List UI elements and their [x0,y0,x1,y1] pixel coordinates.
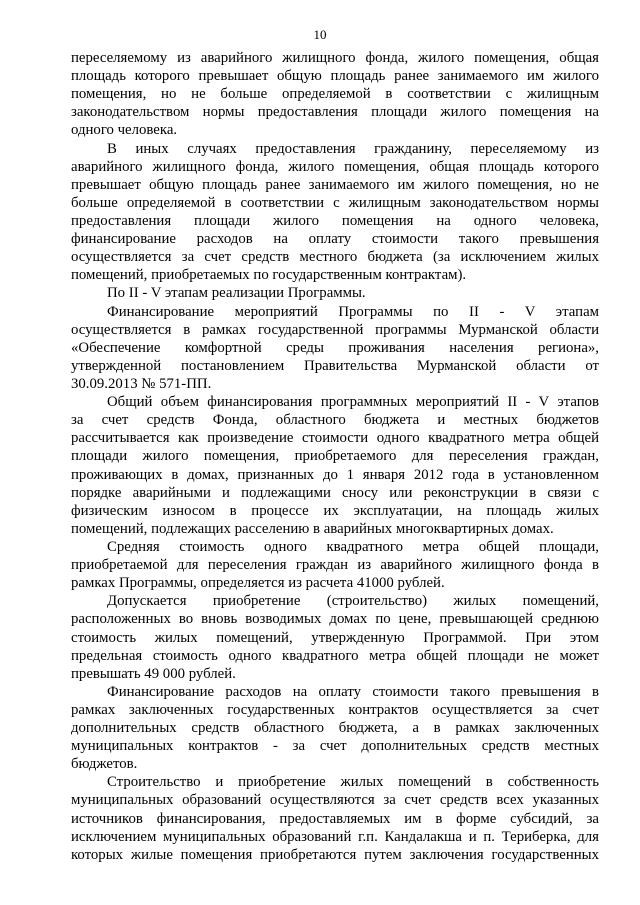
text-line: помещения, но не больше определяемой в соответствии с жилищным [71,86,599,103]
text-line: Допускается приобретение (строительство) жилых помещений, [107,593,599,610]
text-line: 30.09.2013 № 571-ПП. [71,375,212,392]
page-number: 10 [313,27,327,42]
text-line: По II - V этапам реализации Программы. [107,285,366,302]
text-line: исключением муниципальных образований г.п. Кандалакша и п. Териберка, для [71,828,599,845]
text-line: проживающих в домах, признанных до 1 января 2012 года в установленном [71,466,599,483]
text-line: рамках заключенных государственных контрактов осуществляется за счет [71,701,599,718]
text-line: предоставления площади жилого помещения на одного человека, [71,212,599,229]
text-line: осуществляется в рамках государственной программы Мурманской области [71,321,599,338]
text-line: приобретаемой для переселения граждан из аварийного жилищного фонда в [71,557,599,574]
text-line: Финансирование мероприятий Программы по II - V этапам [107,303,599,320]
text-line: финансирование расходов на оплату стоимости такого превышения [71,231,599,248]
text-line: В иных случаях предоставления гражданину, переселяемому из [107,140,599,157]
text-line: расположенных во вновь возводимых домах по цене, превышающей среднюю [71,611,599,628]
text-line: рамках Программы, определяется из расчета 41000 рублей. [71,575,445,592]
text-line: осуществляется за счет средств местного бюджета (за исключением жилых [71,249,599,266]
text-line: муниципальных контрактов - за счет дополнительных средств местных [71,738,599,755]
text-line: площадь которого превышает общую площадь ранее занимаемого им жилого [71,68,599,85]
text-line: дополнительных средств областного бюджета, а в рамках заключенных [71,720,599,737]
text-line: муниципальных образований осуществляются за счет средств всех указанных [71,792,599,809]
text-line: переселяемому из аварийного жилищного фонда, жилого помещения, общая [71,50,599,66]
text-line: законодательством нормы предоставления площади жилого помещения на [71,104,599,121]
text-line: за счет средств Фонда, областного бюджета и местных бюджетов [71,412,599,429]
text-line: превышает общую площадь ранее занимаемого им жилого помещения, но не [71,176,599,193]
text-line: превышать 49 000 рублей. [71,665,236,682]
text-line: «Обеспечение комфортной среды проживания населения региона», [71,339,599,356]
text-line: источников финансирования, предоставляемых им в форме субсидий, за [71,810,599,827]
text-line: рассчитывается как произведение стоимости одного квадратного метра общей [71,430,599,447]
text-line: предельная стоимость одного квадратного метра общей площади не может [71,647,599,664]
text-line: Средняя стоимость одного квадратного метра общей площади, [107,538,599,555]
text-line: помещений, подлежащих расселению в аварийных многоквартирных домах. [71,520,554,537]
text-line: порядке аварийными и подлежащими сносу или реконструкции в связи с [71,484,599,501]
text-line: Строительство и приобретение жилых помещений в собственность [107,774,599,791]
body-text [71,49,599,864]
text-line: одного человека. [71,122,178,139]
text-line: бюджетов. [71,756,138,773]
text-line: Финансирование расходов на оплату стоимости такого превышения в [107,683,599,700]
text-line: площади жилого помещения, приобретаемого для переселения граждан, [71,448,599,465]
text-line: утвержденной постановлением Правительства Мурманской области от [71,357,599,374]
text-line: стоимость жилых помещений, утвержденную Программой. При этом [71,629,599,646]
text-line: больше определяемой в соответствии с жилищным законодательством нормы [71,194,599,211]
text-line: помещений, приобретаемых по государственным контрактам). [71,267,467,284]
text-line: Общий объем финансирования программных мероприятий II - V этапов [107,394,599,411]
text-line: аварийного жилищного фонда, жилого помещения, общая площадь которого [71,158,599,175]
text-line: физическим износом в процессе их эксплуатации, на площадь жилых [71,502,599,519]
text-line: которых жилые помещения приобретаются путем заключения государственных [71,846,599,863]
